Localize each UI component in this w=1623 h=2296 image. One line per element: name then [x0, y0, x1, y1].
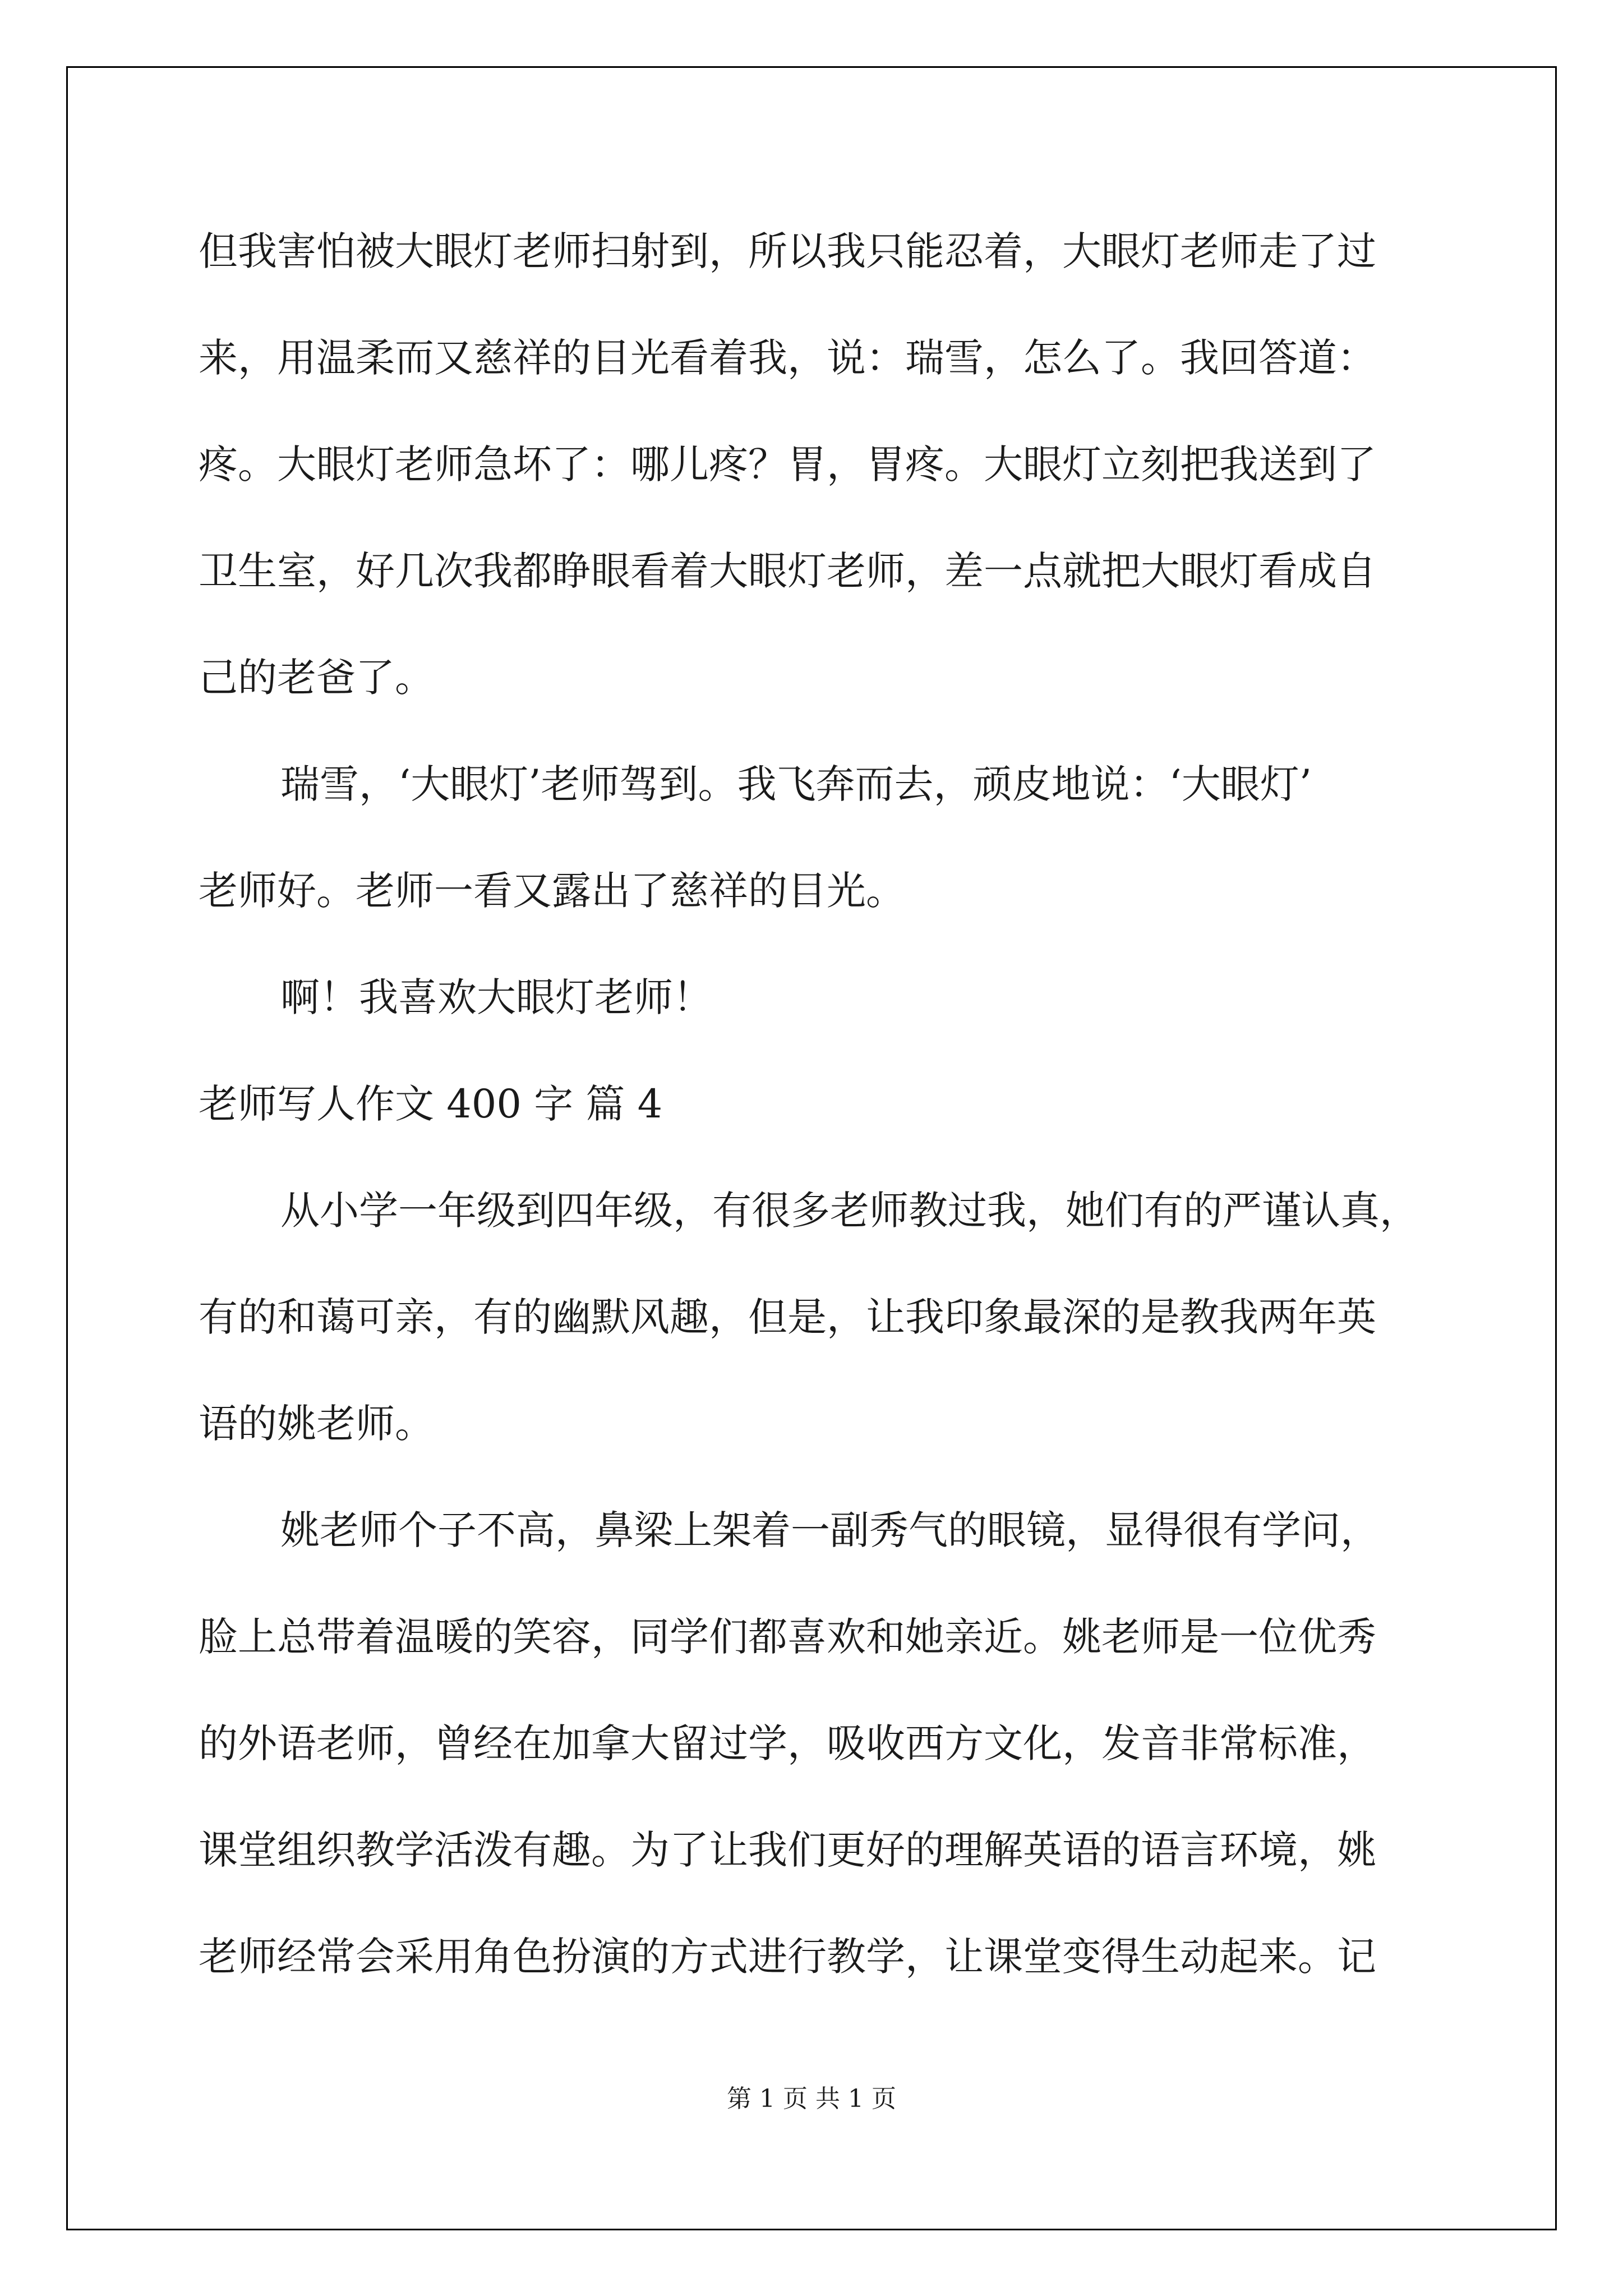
text-line-13: 姚老师个子不高，鼻梁上架着一副秀气的眼镜，显得很有学问， — [280, 1507, 1380, 1553]
text-line-4: 卫生室，好几次我都睁眼看着大眼灯老师，差一点就把大眼灯看成自 — [199, 548, 1376, 594]
text-line-17: 老师经常会采用角色扮演的方式进行教学，让课堂变得生动起来。记 — [199, 1934, 1376, 1980]
text-line-7: 老师好。老师一看又露出了慈祥的目光。 — [199, 868, 905, 914]
section-heading: 老师写人作文 400 字 篇 4 — [199, 1081, 663, 1127]
text-line-12: 语的姚老师。 — [199, 1401, 434, 1447]
text-line-3: 疼。大眼灯老师急坏了：哪儿疼？胃，胃疼。大眼灯立刻把我送到了 — [199, 441, 1376, 487]
text-line-14: 脸上总带着温暖的笑容，同学们都喜欢和她亲近。姚老师是一位优秀 — [199, 1614, 1376, 1660]
text-line-6: 瑞雪，‘大眼灯’老师驾到。我飞奔而去，顽皮地说：‘大眼灯’ — [280, 761, 1312, 807]
text-line-5: 己的老爸了。 — [199, 655, 434, 701]
text-line-11: 有的和蔼可亲，有的幽默风趣，但是，让我印象最深的是教我两年英 — [199, 1294, 1376, 1340]
text-line-1: 但我害怕被大眼灯老师扫射到，所以我只能忍着，大眼灯老师走了过 — [199, 228, 1376, 274]
text-line-16: 课堂组织教学活泼有趣。为了让我们更好的理解英语的语言环境，姚 — [199, 1827, 1376, 1873]
page-footer: 第 1 页 共 1 页 — [727, 2085, 896, 2113]
text-line-8: 啊！我喜欢大眼灯老师！ — [280, 974, 712, 1020]
text-line-10: 从小学一年级到四年级，有很多老师教过我，她们有的严谨认真， — [280, 1188, 1419, 1234]
text-line-2: 来，用温柔而又慈祥的目光看着我，说：瑞雪，怎么了。我回答道： — [199, 335, 1376, 381]
text-line-15: 的外语老师，曾经在加拿大留过学，吸收西方文化，发音非常标准， — [199, 1720, 1376, 1766]
